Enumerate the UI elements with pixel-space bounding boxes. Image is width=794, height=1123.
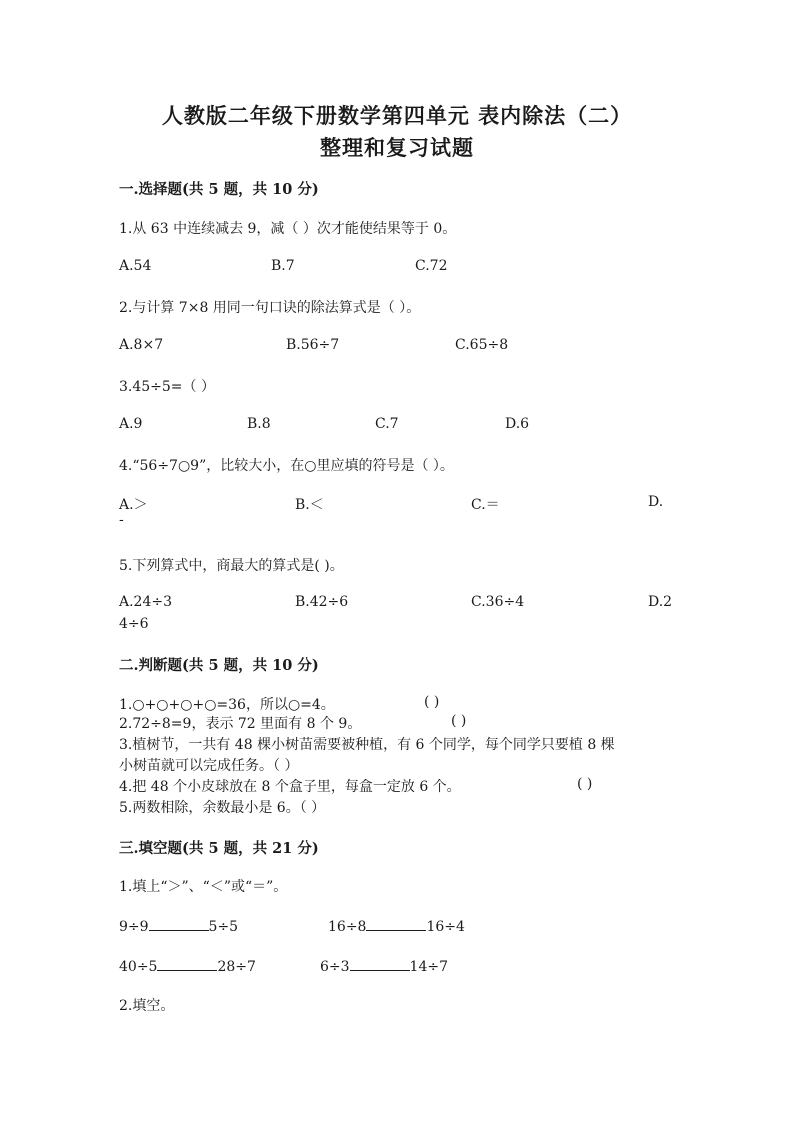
q2-option-c: C.65÷8 [455,337,509,353]
answer-blank[interactable] [157,956,217,971]
q5-option-d: D.2 [648,594,673,610]
q2-option-b: B.56÷7 [286,337,340,353]
expr-left: 9÷9 [119,919,149,935]
judge-2-paren: ( ) [451,713,467,729]
judge-1: 1.○+○+○+○=36，所以○=4。 [119,697,335,713]
judge-5: 5.两数相除，余数最小是 6。（ ） [119,800,326,816]
q4-option-d-wrap: - [119,512,124,528]
fill-1-row-2-b [320,956,448,975]
judge-4: 4.把 48 个小皮球放在 8 个盒子里，每盒一定放 6 个。 [119,779,461,795]
fill-1: 1.填上“＞”、“＜”或“＝”。 [119,879,288,895]
title-line-1: 人教版二年级下册数学第四单元 表内除法（二） [161,103,633,128]
q3-option-d: D.6 [505,416,530,432]
fill-1-row-1-b [328,916,465,935]
question-2: 2.与计算 7×8 用同一句口诀的除法算式是（ ）。 [119,300,421,316]
q1-option-c: C.72 [415,258,448,274]
q3-option-c: C.7 [375,416,399,432]
expr-left: 16÷8 [328,919,367,935]
title-line-2: 整理和复习试题 [320,135,474,160]
q3-option-b: B.8 [247,416,271,432]
judge-3-line-2: 小树苗就可以完成任务。（ ） [119,758,299,774]
fill-1-row-1-a [119,916,238,935]
q3-option-a: A.9 [119,416,143,432]
section-choice-heading: 一.选择题(共 5 题，共 10 分) [119,181,319,198]
answer-blank[interactable] [366,916,426,931]
fill-2: 2.填空。 [119,998,175,1014]
answer-blank[interactable] [350,956,410,971]
expr-right: 14÷7 [409,959,448,975]
section-fill-heading: 三.填空题(共 5 题，共 21 分) [119,840,319,857]
expr-right: 28÷7 [217,959,256,975]
q5-option-c: C.36÷4 [471,594,525,610]
q2-option-a: A.8×7 [119,337,164,353]
fill-1-row-2-a [119,956,256,975]
q4-option-c: C.＝ [471,497,500,513]
judge-3-line-1: 3.植树节，一共有 48 棵小树苗需要被种植，有 6 个同学，每个同学只要植 8 棵 [119,737,615,753]
expr-right: 16÷4 [426,919,465,935]
question-4: 4.“56÷7○9”，比较大小，在○里应填的符号是（ ）。 [119,458,454,474]
expr-left: 6÷3 [320,959,350,975]
question-3: 3.45÷5=（ ） [119,379,215,395]
question-5: 5.下列算式中，商最大的算式是( )。 [119,558,344,574]
answer-blank[interactable] [149,916,209,931]
expr-right: 5÷5 [208,919,239,935]
judge-4-paren: ( ) [577,776,593,792]
judge-2: 2.72÷8=9，表示 72 里面有 8 个 9。 [119,716,362,732]
q1-option-a: A.54 [119,258,152,274]
judge-1-paren: ( ) [424,694,440,710]
expr-left: 40÷5 [119,959,158,975]
q4-option-a: A.＞ [119,497,148,513]
q4-option-d: D. [648,494,664,510]
q5-option-b: B.42÷6 [295,594,349,610]
q5-option-a: A.24÷3 [119,594,173,610]
section-judge-heading: 二.判断题(共 5 题，共 10 分) [119,657,319,674]
q5-option-d-wrap: 4÷6 [119,616,149,632]
q4-option-b: B.＜ [295,497,324,513]
q1-option-b: B.7 [271,258,295,274]
question-1: 1.从 63 中连续减去 9，减（ ）次才能使结果等于 0。 [119,221,457,237]
